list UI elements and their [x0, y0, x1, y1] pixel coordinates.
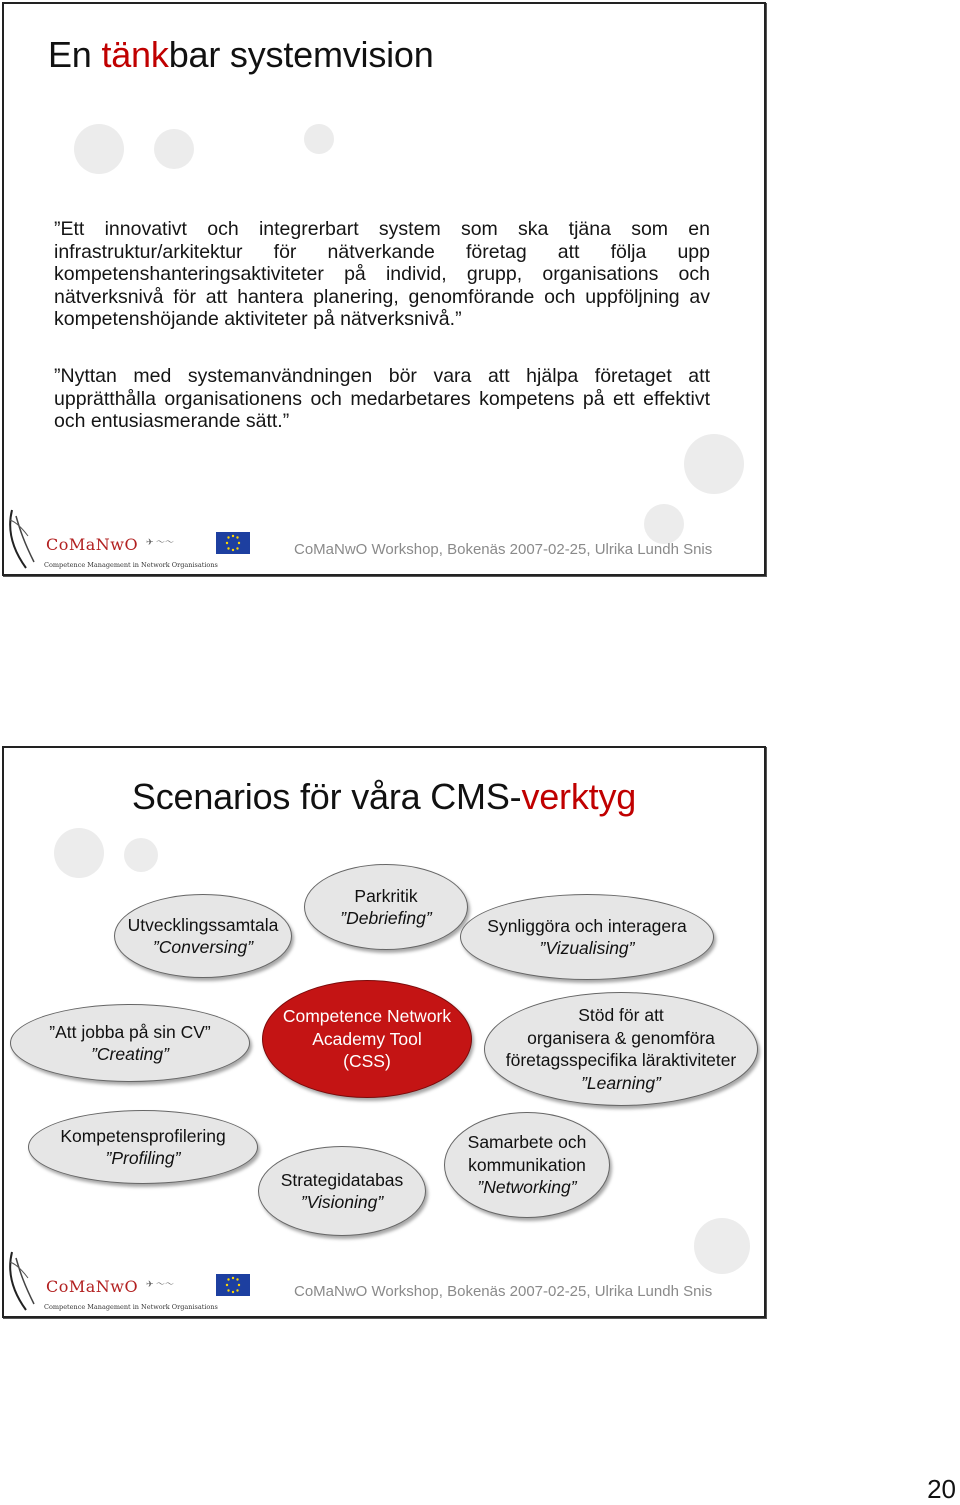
comanwo-logo: [6, 1248, 218, 1314]
node-english-term: ”Networking”: [477, 1177, 577, 1198]
footer-text: CoMaNwO Workshop, Bokenäs 2007-02-25, Ulrika Lundh Snis: [294, 1283, 713, 1300]
footer-text: CoMaNwO Workshop, Bokenäs 2007-02-25, Ulrika Lundh Snis: [294, 541, 713, 558]
node-label: Stöd för att: [578, 1005, 664, 1025]
vision-paragraph: ”Ett innovativt och integrerbart system som ska tjäna som en infrastruktur/arkitektur för nätverkande företag att följa upp kompetenshanteringsaktiviteter på individ, grupp, organisations och nätverksnivå för att hantera planering, genomförande och uppföljning av kompetenshöjande aktiviteter på nätverksnivå.”: [54, 218, 710, 331]
node-label: Synliggöra och interagera: [487, 915, 687, 936]
background-dot: [644, 504, 684, 544]
node-label: ”Att jobba på sin CV”: [49, 1021, 211, 1042]
node-label: (CSS): [343, 1051, 391, 1072]
node-english-term: ”Visioning”: [300, 1192, 384, 1212]
node-label: Utvecklingssamtala: [127, 914, 279, 935]
node-label: Kompetensprofilering: [60, 1125, 226, 1146]
node-label: Academy Tool: [312, 1028, 422, 1049]
background-dot: [684, 434, 744, 494]
scenario-node-profiling: [28, 1110, 258, 1184]
eu-flag-icon: [216, 1274, 250, 1296]
background-dot: [694, 1218, 750, 1274]
node-label: Parkritik: [354, 885, 418, 906]
slide-title: En tänkbar systemvision: [48, 34, 434, 75]
slide-scenarios: [2, 746, 766, 1318]
node-english-term: ”Debriefing”: [340, 908, 432, 928]
comanwo-logo: [6, 506, 218, 572]
eu-flag-icon: [216, 532, 250, 554]
logo-tagline: Competence Management in Network Organisations: [44, 1303, 218, 1311]
node-english-term: ”Conversing”: [152, 937, 254, 957]
plane-icon: ✈ ～～: [146, 1279, 175, 1289]
node-label: Competence Network: [282, 1006, 452, 1027]
feather-icon: [6, 1248, 46, 1314]
slide-title: Scenarios för våra CMS-verktyg: [131, 776, 637, 817]
background-dot: [74, 124, 124, 174]
node-label: kommunikation: [468, 1154, 586, 1175]
scenario-node-vizualising: [460, 894, 714, 980]
logo-name: CoMaNwO: [46, 1277, 139, 1296]
node-english-term: ”Learning”: [581, 1072, 661, 1093]
node-label: organisera & genomföra: [527, 1027, 715, 1048]
node-english-term: ”Profiling”: [105, 1148, 181, 1168]
scenario-node-networking: [444, 1112, 610, 1218]
page-number: 20: [927, 1474, 956, 1504]
scenario-node-visioning: [258, 1146, 426, 1236]
node-english-term: ”Creating”: [91, 1044, 169, 1064]
scenario-node-debriefing: [304, 864, 468, 950]
logo-name: CoMaNwO: [46, 535, 139, 554]
scenario-node-conversing: [114, 894, 292, 978]
slide-vision: [2, 2, 766, 576]
node-label: Samarbete och: [467, 1132, 587, 1153]
node-english-term: ”Vizualising”: [539, 938, 635, 958]
scenario-node-creating: [10, 1004, 250, 1082]
plane-icon: ✈ ～～: [146, 537, 175, 547]
background-dot: [304, 124, 334, 154]
center-node-cms: [262, 980, 472, 1098]
feather-icon: [6, 506, 46, 572]
node-label: företagsspecifika läraktiviteter: [505, 1050, 737, 1070]
scenario-node-learning: [484, 992, 758, 1106]
background-dot: [54, 828, 104, 878]
background-dot: [124, 838, 158, 872]
node-label: Strategidatabas: [280, 1169, 404, 1190]
logo-tagline: Competence Management in Network Organisations: [44, 561, 218, 569]
background-dot: [154, 129, 194, 169]
benefit-paragraph: ”Nyttan med systemanvändningen bör vara att hjälpa företaget att upprätthålla organisationens och medarbetares kompetens på ett effektivt och entusiasmerande sätt.”: [54, 365, 710, 433]
